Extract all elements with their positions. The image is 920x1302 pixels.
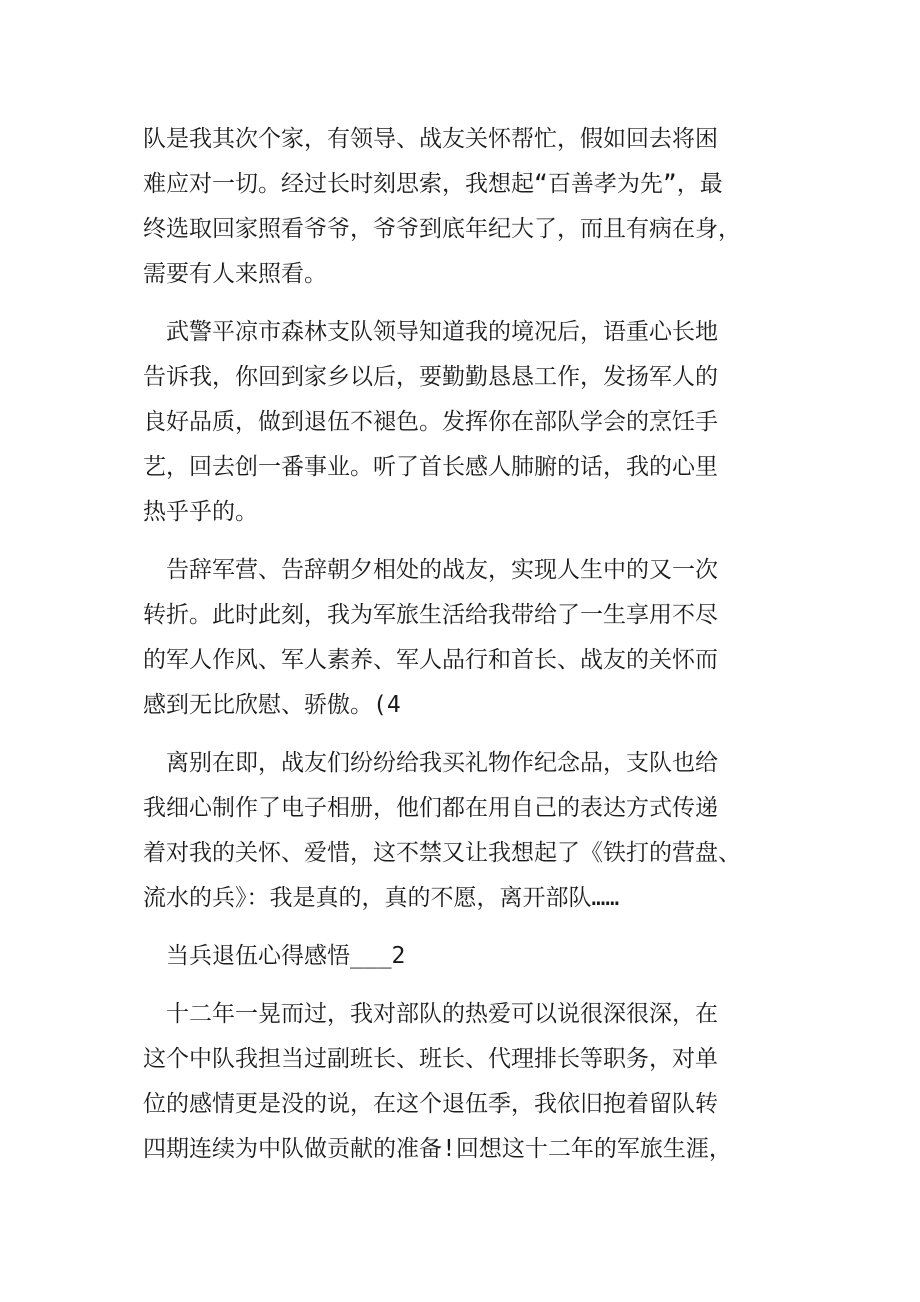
text-line: 良好品质，做到退伍不褪色。发挥你在部队学会的烹饪手: [143, 409, 718, 435]
text-line: 感到无比欣慰、骄傲。(4: [143, 692, 401, 718]
text-line: 我细心制作了电子相册，他们都在用自己的表达方式传递: [143, 795, 718, 821]
text-line: 热乎乎的。: [143, 499, 258, 525]
text-line: 终选取回家照看爷爷，爷爷到底年纪大了，而且有病在身，: [143, 216, 741, 242]
text-line: 这个中队我担当过副班长、班长、代理排长等职务，对单: [143, 1046, 718, 1072]
paragraph-first-line: 十二年一晃而过，我对部队的热爱可以说很深很深，在: [166, 1001, 718, 1027]
text-line: 的军人作风、军人素养、军人品行和首长、战友的关怀而: [143, 647, 718, 673]
text-line: 位的感情更是没的说，在这个退伍季，我依旧抱着留队转: [143, 1091, 718, 1117]
paragraph-first-line: 武警平凉市森林支队领导知道我的境况后，语重心长地: [166, 319, 718, 345]
text-line: 告诉我，你回到家乡以后，要勤勤恳恳工作，发扬军人的: [143, 364, 718, 390]
text-line: 难应对一切。经过长时刻思索，我想起“百善孝为先”，最: [143, 171, 723, 197]
text-line: 四期连续为中队做贡献的准备!回想这十二年的军旅生涯，: [143, 1136, 732, 1162]
text-line: 艺，回去创一番事业。听了首长感人肺腑的话，我的心里: [143, 454, 718, 480]
text-line: 着对我的关怀、爱惜，这不禁又让我想起了《铁打的营盘、: [143, 840, 741, 866]
text-line: 队是我其次个家，有领导、战友关怀帮忙，假如回去将困: [143, 126, 718, 152]
paragraph-first-line: 告辞军营、告辞朝夕相处的战友，实现人生中的又一次: [166, 557, 718, 583]
text-line: 需要有人来照看。: [143, 261, 327, 287]
text-line: 转折。此时此刻，我为军旅生活给我带给了一生享用不尽: [143, 602, 718, 628]
paragraph-first-line: 离别在即，战友们纷纷给我买礼物作纪念品，支队也给: [166, 750, 718, 776]
text-line: 流水的兵》：我是真的，真的不愿，离开部队……: [143, 885, 620, 911]
section-heading: 当兵退伍心得感悟___2: [166, 943, 406, 969]
